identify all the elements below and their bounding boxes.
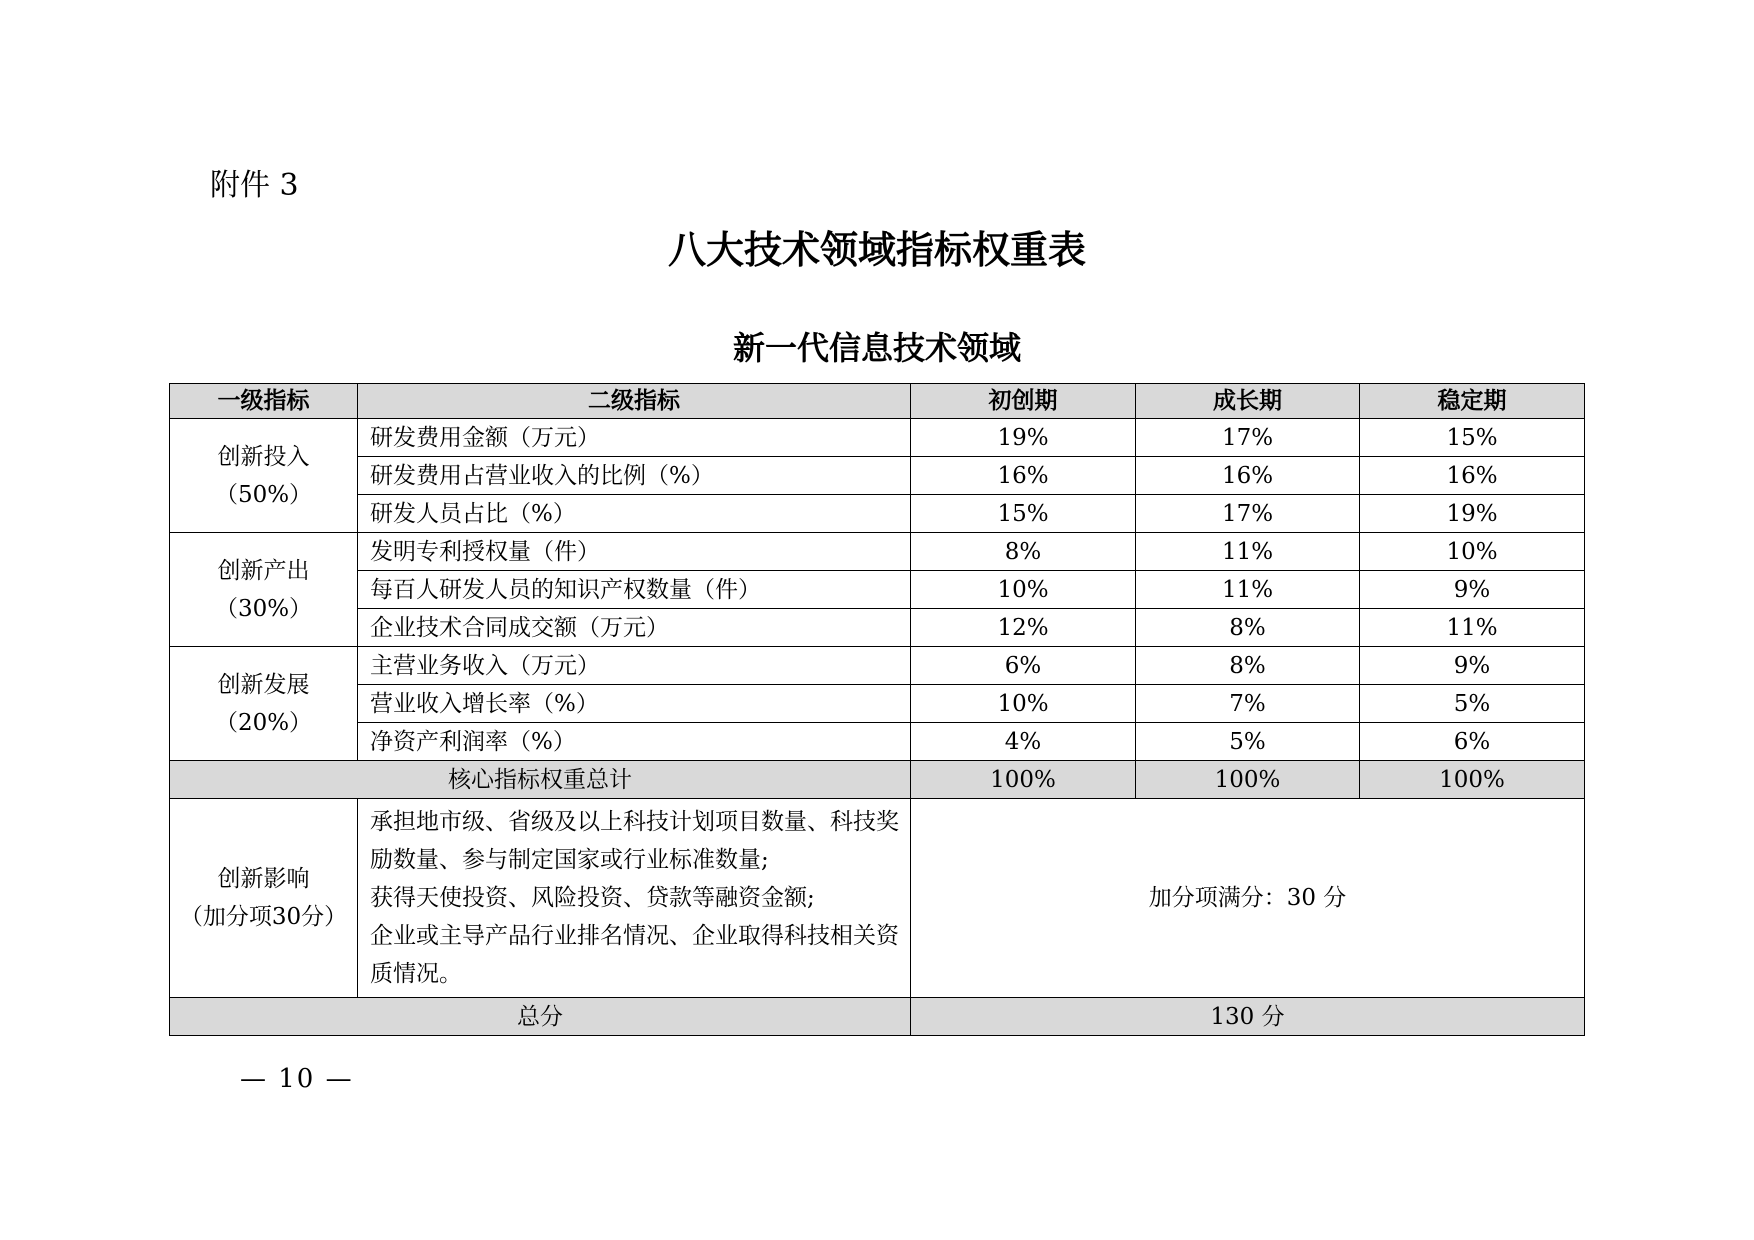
impact-row [170, 799, 1585, 998]
core-total-stable: 100% [1360, 761, 1585, 799]
table-row [170, 419, 1585, 457]
grand-total-label: 总分 [170, 998, 911, 1036]
group-name: 创新影响 [217, 866, 310, 892]
indicator-cell: 研发费用占营业收入的比例（%） [358, 457, 911, 495]
growth-value: 7% [1136, 685, 1360, 723]
growth-value: 5% [1136, 723, 1360, 761]
stable-value: 16% [1360, 457, 1585, 495]
group-cell-innovation-output [170, 533, 358, 647]
group-weight: （20%） [214, 709, 313, 736]
indicator-cell: 研发费用金额（万元） [358, 419, 911, 457]
stable-value: 9% [1360, 647, 1585, 685]
core-total-growth: 100% [1136, 761, 1360, 799]
main-title: 八大技术领域指标权重表 [667, 228, 1086, 272]
growth-value: 17% [1136, 419, 1360, 457]
group-name: 创新产出 [217, 557, 310, 584]
growth-value: 11% [1136, 533, 1360, 571]
indicator-cell: 研发人员占比（%） [358, 495, 911, 533]
indicator-cell: 主营业务收入（万元） [358, 647, 911, 685]
group-cell-innovation-input [170, 419, 358, 533]
indicator-cell: 每百人研发人员的知识产权数量（件） [358, 571, 911, 609]
impact-line: 获得天使投资、风险投资、贷款等融资金额; [370, 885, 815, 911]
core-total-startup: 100% [911, 761, 1136, 799]
table-row [170, 495, 1585, 533]
header-primary-indicator: 一级指标 [170, 384, 358, 419]
table-row [170, 723, 1585, 761]
stable-value: 6% [1360, 723, 1585, 761]
startup-value: 10% [911, 571, 1136, 609]
section-title: 新一代信息技术领域 [732, 329, 1021, 367]
indicator-cell: 发明专利授权量（件） [358, 533, 911, 571]
indicator-cell: 营业收入增长率（%） [358, 685, 911, 723]
table-row [170, 533, 1585, 571]
grand-total-row [170, 998, 1585, 1036]
growth-value: 8% [1136, 647, 1360, 685]
startup-value: 19% [911, 419, 1136, 457]
header-growth-stage: 成长期 [1136, 384, 1360, 419]
indicator-cell: 净资产利润率（%） [358, 723, 911, 761]
table-row [170, 457, 1585, 495]
group-cell-innovation-impact [170, 799, 358, 998]
startup-value: 16% [911, 457, 1136, 495]
impact-line: 承担地市级、省级及以上科技计划项目数量、科技奖励数量、参与制定国家或行业标准数量; [370, 809, 899, 873]
table-row [170, 647, 1585, 685]
header-stable-stage: 稳定期 [1360, 384, 1585, 419]
startup-value: 10% [911, 685, 1136, 723]
core-total-label: 核心指标权重总计 [170, 761, 911, 799]
indicator-weight-table [169, 383, 1585, 1036]
bonus-cell: 加分项满分：30 分 [911, 799, 1585, 998]
group-name: 创新投入 [217, 443, 310, 470]
indicator-cell: 企业技术合同成交额（万元） [358, 609, 911, 647]
growth-value: 17% [1136, 495, 1360, 533]
group-cell-innovation-development [170, 647, 358, 761]
startup-value: 12% [911, 609, 1136, 647]
stable-value: 10% [1360, 533, 1585, 571]
stable-value: 11% [1360, 609, 1585, 647]
group-weight: （50%） [214, 481, 313, 508]
stable-value: 19% [1360, 495, 1585, 533]
stable-value: 15% [1360, 419, 1585, 457]
stable-value: 5% [1360, 685, 1585, 723]
group-weight: （30%） [214, 595, 313, 622]
impact-indicators [358, 799, 911, 998]
stable-value: 9% [1360, 571, 1585, 609]
startup-value: 6% [911, 647, 1136, 685]
table-row [170, 609, 1585, 647]
group-name: 创新发展 [217, 671, 310, 698]
page-number: — 10 — [240, 1064, 354, 1094]
table-row [170, 571, 1585, 609]
startup-value: 8% [911, 533, 1136, 571]
startup-value: 15% [911, 495, 1136, 533]
core-total-row [170, 761, 1585, 799]
attachment-label: 附件 3 [210, 168, 299, 203]
table-row [170, 685, 1585, 723]
grand-total-value: 130 分 [911, 998, 1585, 1036]
impact-line: 企业或主导产品行业排名情况、企业取得科技相关资质情况。 [370, 923, 899, 987]
header-startup-stage: 初创期 [911, 384, 1136, 419]
growth-value: 16% [1136, 457, 1360, 495]
growth-value: 8% [1136, 609, 1360, 647]
startup-value: 4% [911, 723, 1136, 761]
group-weight: （加分项30分） [179, 904, 348, 930]
table-header-row [170, 384, 1585, 419]
growth-value: 11% [1136, 571, 1360, 609]
header-secondary-indicator: 二级指标 [358, 384, 911, 419]
